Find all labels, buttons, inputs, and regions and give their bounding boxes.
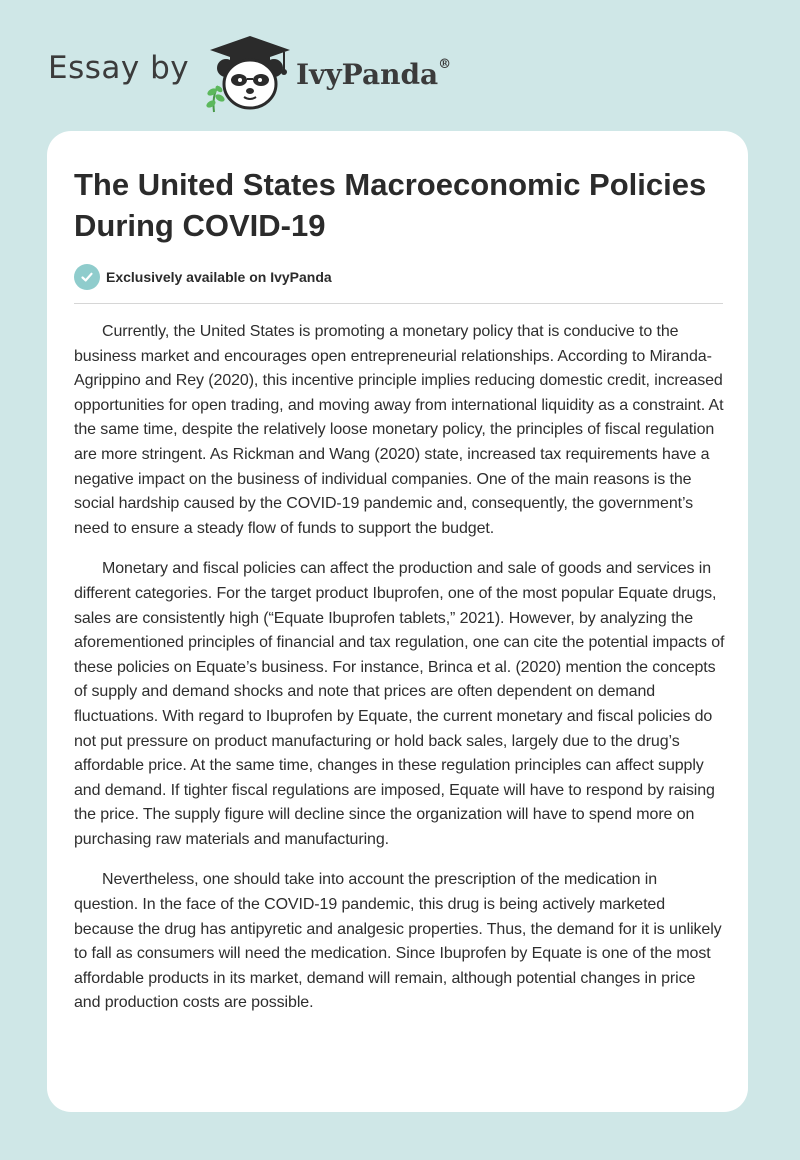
registered-mark: ® [438,56,452,72]
brand-name-text: IvyPanda [296,58,439,91]
paragraph: Monetary and fiscal policies can affect the production and sale of goods and services in different categories. For the target product Ibuprofen, one of the most popular Equate drugs, sales are consistently high (“Equate Ibuprofen tablets,” 2021). However, by analyzing the aforementioned principles of financial and tax regulation, one can cite the potential impacts of these policies on Equate’s business. For instance, Brinca et al. (2020) mention the concepts of supply and demand shocks and note that prices are often dependent on demand fluctuations. With regard to Ibuprofen by Equate, the current monetary and fiscal policies do not put pressure on product manufacturing or hold back sales, largely due to the drug’s affordable price. At the same time, changes in these regulation principles can affect supply and demand. If tighter fiscal regulations are imposed, Equate will have to respond by raising the price. The supply figure will decline since the organization will have to spend more on purchasing raw materials and manufacturing. [74,560,725,848]
paragraph: Currently, the United States is promoting a monetary policy that is conducive to the business market and encourages open entrepreneurial relationships. According to Miranda-Agrippino and Rey (2020), this incentive principle implies reducing domestic credit, increased opportunities for open trading, and moving away from international liquidity as a constraint. At the same time, despite the relatively loose monetary policy, the principles of fiscal regulation are more stringent. As Rickman and Wang (2020) state, increased tax requirements have a negative impact on the business of individual companies. One of the main reasons is the social hardship caused by the COVID-19 pandemic and, consequently, the government’s need to ensure a steady flow of funds to support the budget. [74,323,724,537]
divider [74,303,723,304]
brand-name[interactable] [296,58,451,91]
essay-by-label: Essay by [48,50,190,86]
essay-body [74,320,725,1032]
exclusive-badge [74,264,332,290]
site-header [48,34,508,114]
panda-graduate-logo-icon[interactable] [202,34,298,114]
paragraph: Nevertheless, one should take into account the prescription of the medication in question. In the face of the COVID-19 pandemic, this drug is being actively marketed because the drug has antipyretic and analgesic properties. Thus, the demand for it is unlikely to fall as consumers will need the medication. Since Ibuprofen by Equate is one of the most affordable products in its market, demand will remain, although potential changes in price and production costs are possible. [74,871,722,1012]
essay-card [47,131,748,1112]
exclusive-badge-text: Exclusively available on IvyPanda [106,269,332,285]
page-title: The United States Macroeconomic Policies During COVID-19 [74,167,707,243]
check-icon [74,264,100,290]
